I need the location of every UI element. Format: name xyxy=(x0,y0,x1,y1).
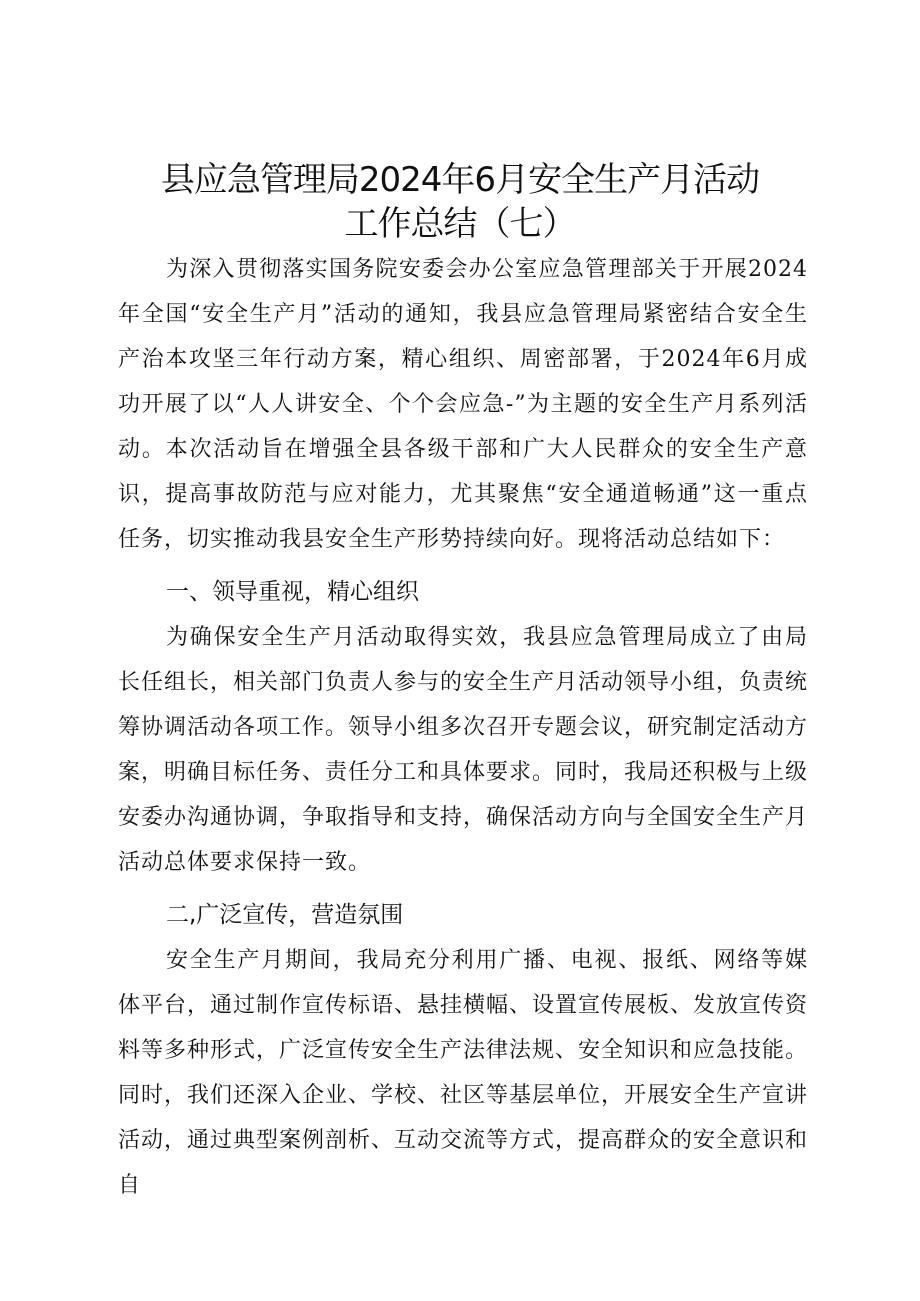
intro-paragraph xyxy=(118,247,808,562)
section-1-paragraph xyxy=(118,615,808,885)
section-1-heading: 一、领导重视，精心组织 xyxy=(166,579,419,605)
section-2-heading: 二,广泛宣传，营造氛围 xyxy=(166,902,404,928)
document-title-line-1: 县应急管理局2024年6月安全生产月活动 xyxy=(160,160,760,200)
section-2-text: 安全生产月期间，我局充分利用广播、电视、报纸、网络等媒体平台，通过制作宣传标语、悬挂横幅、设置宣传展板、发放宣传资料等多种形式，广泛宣传安全生产法律法规、安全知识和应急技能。同时，我们还深入企业、学校、社区等基层单位，开展安全生产宣讲活动，通过典型案例剖析、互动交流等方式，提高群众的安全意识和自 xyxy=(118,948,809,1198)
section-1-text: 为确保安全生产月活动取得实效，我县应急管理局成立了由局长任组长，相关部门负责人参与的安全生产月活动领导小组，负责统筹协调活动各项工作。领导小组多次召开专题会议，研究制定活动方案，明确目标任务、责任分工和具体要求。同时，我局还积极与上级安委办沟通协调，争取指导和支持，确保活动方向与全国安全生产月活动总体要求保持一致。 xyxy=(118,625,809,875)
intro-text: 为深入贯彻落实国务院安委会办公室应急管理部关于开展2024年全国“安全生产月”活动的通知，我县应急管理局紧密结合安全生产治本攻坚三年行动方案，精心组织、周密部署，于2024年6月成功开展了以“人人讲安全、个个会应急-”为主题的安全生产月系列活动。本次活动旨在增强全县各级干部和广大人民群众的安全生产意识，提高事故防范与应对能力，尤其聚焦“安全通道畅通”这一重点任务，切实推动我县安全生产形势持续向好。现将活动总结如下： xyxy=(118,257,808,552)
document-title-line-2: 工作总结（七） xyxy=(344,204,576,244)
section-2-paragraph xyxy=(118,938,808,1208)
